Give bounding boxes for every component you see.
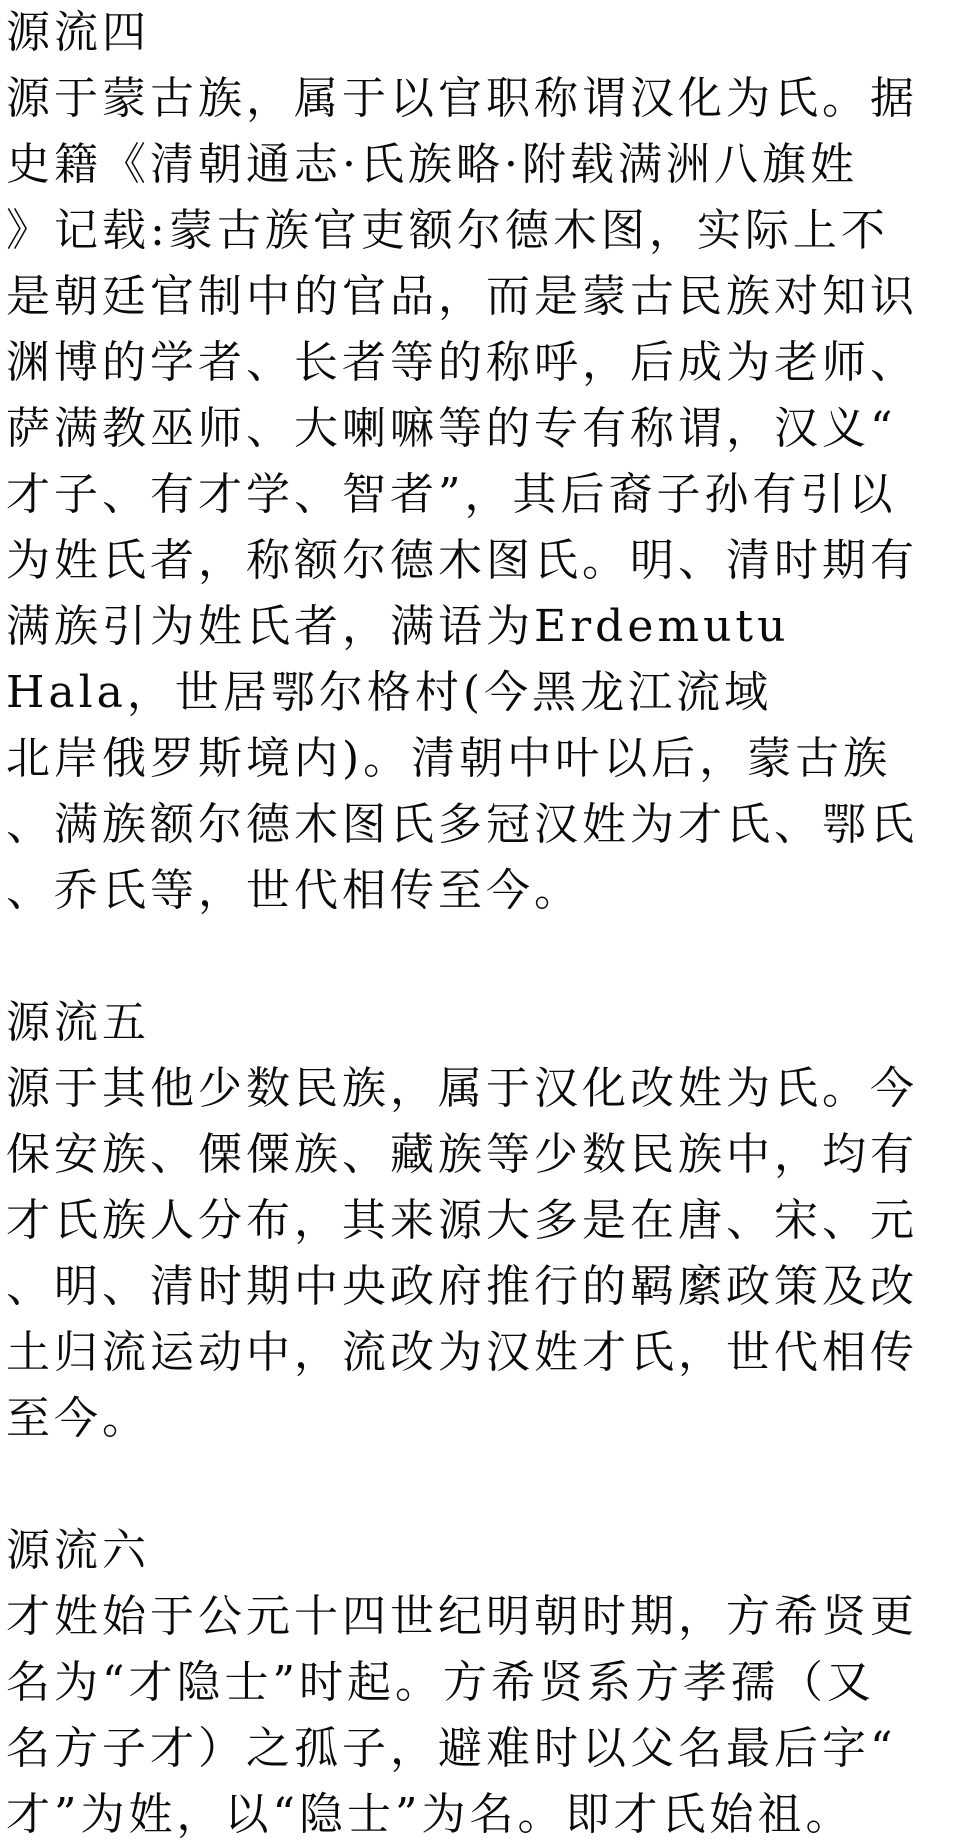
section-origin-six bbox=[6, 1518, 976, 1848]
paragraph-line: 源于其他少数民族，属于汉化改姓为氏。今 bbox=[6, 1063, 918, 1114]
section-origin-five bbox=[6, 990, 976, 1452]
paragraph-line: 渊博的学者、长者等的称呼，后成为老师、 bbox=[6, 337, 918, 388]
paragraph-line: 萨满教巫师、大喇嘛等的专有称谓，汉义“ bbox=[6, 403, 897, 454]
paragraph-line: 满族引为姓氏者，满语为Erdemutu bbox=[6, 601, 790, 652]
paragraph-line: 、满族额尔德木图氏多冠汉姓为才氏、鄂氏 bbox=[6, 799, 918, 850]
paragraph-line: 才氏族人分布，其来源大多是在唐、宋、元 bbox=[6, 1195, 918, 1246]
paragraph-line: Hala，世居鄂尔格村(今黑龙江流域 bbox=[6, 667, 773, 718]
paragraph-line: 至今。 bbox=[6, 1393, 150, 1444]
paragraph-line: 北岸俄罗斯境内)。清朝中叶以后，蒙古族 bbox=[6, 733, 892, 784]
paragraph-line: 才子、有才学、智者”，其后裔子孙有引以 bbox=[6, 469, 897, 520]
paragraph-line: 保安族、傈僳族、藏族等少数民族中，均有 bbox=[6, 1129, 918, 1180]
section-heading: 源流五 bbox=[6, 997, 150, 1048]
paragraph-line: 名方子才）之孤子，避难时以父名最后字“ bbox=[6, 1723, 897, 1774]
section-origin-four bbox=[6, 0, 976, 924]
paragraph-line: 是朝廷官制中的官品，而是蒙古民族对知识 bbox=[6, 271, 918, 322]
section-heading: 源流四 bbox=[6, 7, 150, 58]
paragraph-line: 名为“才隐士”时起。方希贤系方孝孺（又 bbox=[6, 1657, 875, 1708]
paragraph-line: 土归流运动中，流改为汉姓才氏，世代相传 bbox=[6, 1327, 918, 1378]
paragraph-line: 为姓氏者，称额尔德木图氏。明、清时期有 bbox=[6, 535, 918, 586]
paragraph-line: 源于蒙古族，属于以官职称谓汉化为氏。据 bbox=[6, 73, 918, 124]
section-heading: 源流六 bbox=[6, 1525, 150, 1576]
paragraph-line: 》记载:蒙古族官吏额尔德木图，实际上不 bbox=[6, 205, 889, 256]
paragraph-line: 才”为姓，以“隐士”为名。即才氏始祖。 bbox=[6, 1789, 854, 1840]
paragraph-line: 史籍《清朝通志·氏族略·附载满洲八旗姓 bbox=[6, 139, 858, 190]
paragraph-line: 、乔氏等，世代相传至今。 bbox=[6, 865, 582, 916]
paragraph-line: 才姓始于公元十四世纪明朝时期，方希贤更 bbox=[6, 1591, 918, 1642]
paragraph-line: 、明、清时期中央政府推行的羁縻政策及改 bbox=[6, 1261, 918, 1312]
